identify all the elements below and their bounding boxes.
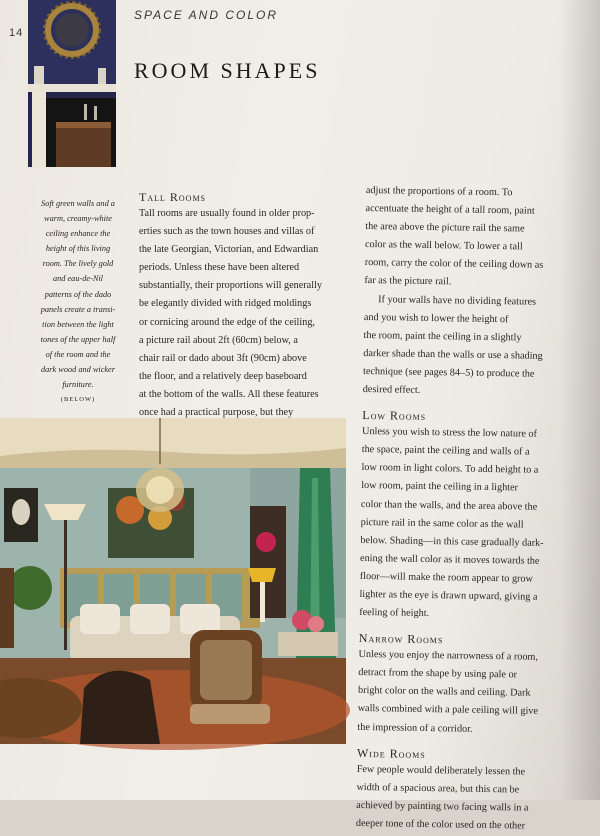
heading-narrow-rooms: Narrow Rooms (358, 631, 444, 647)
body-line: accentuate the height of a tall room, paint (365, 203, 535, 217)
page-number: 14 (9, 27, 24, 39)
body-line: walls combined with a pale ceiling will give (357, 703, 539, 718)
body-line: floor—will make the room appear to grow (359, 570, 534, 585)
body-line: ening the wall color as it moves towards the (360, 552, 540, 567)
body-line: picture rail in the same color as the wall (360, 516, 524, 531)
body-line: Few people would deliberately lessen the (356, 763, 526, 778)
body-line: technique (see pages 84–5) to produce the (362, 365, 535, 380)
body-line: desired effect. (362, 384, 421, 396)
body-line: width of a spacious area, but this can be (356, 781, 520, 796)
caption-line: of the room and the (45, 349, 111, 359)
caption-line: room. The lively gold (42, 259, 114, 269)
body-line: low room, paint the ceiling in a lighter (361, 480, 519, 494)
heading-tall-rooms: Tall Rooms (139, 190, 207, 204)
body-line: achieved by painting two facing walls in a (356, 799, 529, 814)
caption-line: tones of the upper half (40, 334, 116, 344)
caption-line: furniture. (62, 380, 94, 390)
body-line: far as the picture rail. (364, 275, 452, 288)
text-column-left (139, 189, 349, 440)
body-line: color than the walls, and the area above the (360, 498, 538, 513)
body-line: the room, paint the ceiling in a slightly (363, 329, 522, 344)
living-room-photo (0, 418, 346, 744)
caption-line: warm, creamy-white (44, 214, 112, 224)
body-line: room, carry the color of the ceiling down as (364, 257, 544, 272)
body-line: low room in light colors. To add height to a (361, 462, 539, 477)
body-line: deeper tone of the color used on the other (355, 817, 526, 832)
caption-line: ceiling enhance the (45, 229, 111, 239)
body-line: feeling of height. (359, 607, 430, 620)
body-line: darker shade than the walls or use a shading (363, 347, 543, 362)
photo-caption (30, 196, 126, 407)
body-line: adjust the proportions of a room. To (365, 184, 513, 199)
body-line: bright color on the walls and ceiling. Dark (357, 685, 531, 699)
body-line: at the bottom of the walls. All these features (139, 388, 319, 400)
body-line: detract from the shape by using pale or (358, 667, 518, 681)
body-line: and you wish to lower the height of (363, 311, 509, 325)
body-line: once had a practical purpose, but they (139, 407, 294, 419)
body-line: Unless you enjoy the narrowness of a room, (358, 649, 539, 663)
body-line: a picture rail about 2ft (60cm) below, a (139, 334, 298, 346)
body-line: the floor, and a relatively deep baseboard (139, 370, 307, 382)
body-line: erties such as the town houses and villas of (139, 226, 315, 238)
heading-wide-rooms: Wide Rooms (356, 745, 426, 761)
body-line: or cornicing around the edge of the ceiling, (139, 316, 315, 328)
page-title: ROOM SHAPES (134, 58, 321, 83)
body-line: lighter as the eye is drawn upward, giving a (359, 588, 538, 603)
body-line: the space, paint the ceiling and walls of a (361, 444, 530, 458)
caption-line: height of this living (45, 244, 111, 254)
body-line: substantially, their proportions will generally (139, 280, 322, 292)
caption-line: tion between the light (42, 319, 114, 329)
body-line: the area above the picture rail the same (365, 221, 525, 235)
body-line: below. Shading—in this case gradually dark- (360, 534, 544, 549)
body-line: Tall rooms are usually found in older prop- (139, 208, 315, 219)
body-line: If your walls have no dividing features (378, 293, 537, 308)
caption-reference: (BELOW) (60, 396, 96, 404)
text-column-right (356, 182, 578, 836)
body-line: chair rail or dado about 3ft (90cm) above (139, 352, 307, 364)
body-line: the impression of a corridor. (357, 721, 473, 735)
body-line: periods. Unless these have been altered (139, 262, 300, 274)
heading-low-rooms: Low Rooms (362, 408, 427, 424)
caption-line: Soft green walls and a (41, 199, 115, 208)
body-line: Unless you wish to stress the low nature of (361, 426, 538, 440)
caption-line: and eau-de-Nil (52, 274, 103, 284)
mantel-mirror-photo (28, 0, 116, 167)
caption-line: panels create a transi- (40, 304, 116, 314)
caption-line: patterns of the dado (44, 289, 112, 299)
body-line: color as the wall below. To lower a tall (364, 239, 523, 253)
body-line: be elegantly divided with ridged moldings (139, 298, 312, 310)
caption-line: dark wood and wicker (41, 365, 115, 375)
section-label: SPACE AND COLOR (134, 8, 279, 22)
body-line: the late Georgian, Victorian, and Edwardian (139, 244, 319, 256)
